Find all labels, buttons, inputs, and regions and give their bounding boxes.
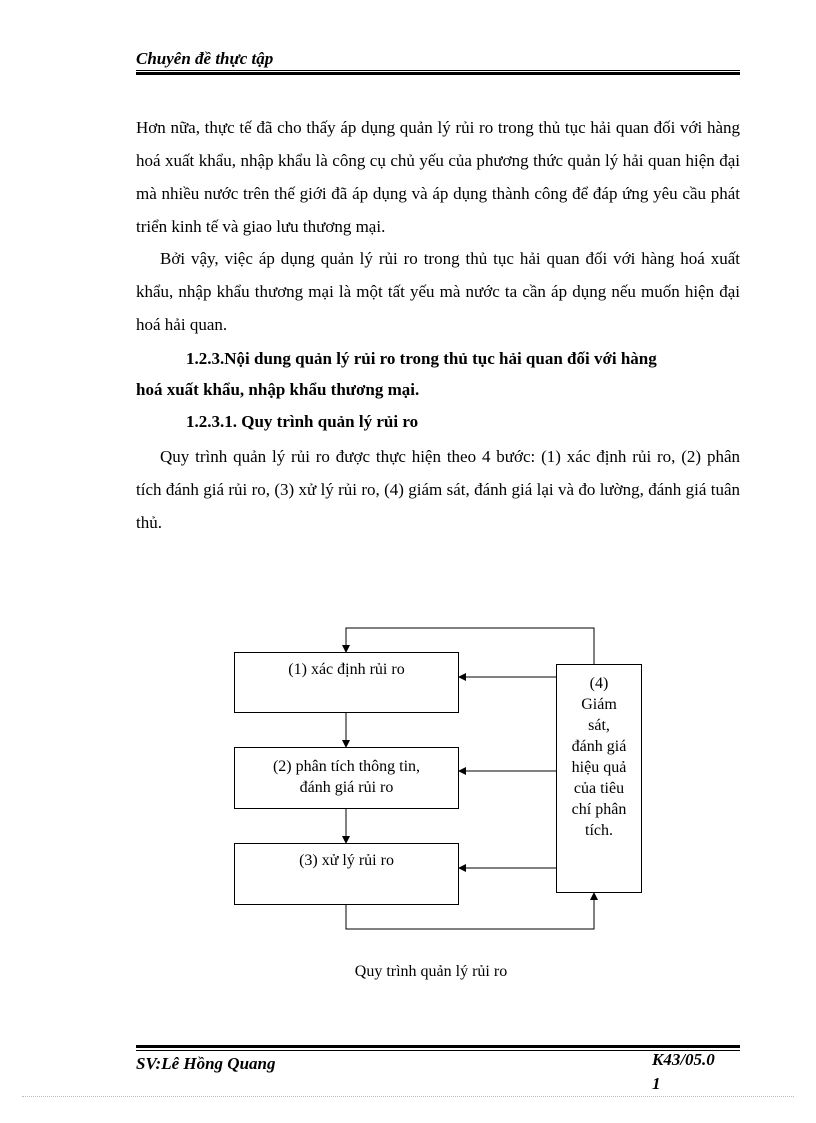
section-heading-1-2-3: 1.2.3.Nội dung quản lý rủi ro trong thủ tục hải quan đối với hàng xyxy=(186,349,657,368)
step2-label-line2: đánh giá rủi ro xyxy=(299,779,394,796)
step4-line: tích. xyxy=(585,822,613,839)
footer-rule-thin xyxy=(136,1050,740,1051)
footer-class-code xyxy=(652,1048,742,1096)
step1-box xyxy=(234,652,459,713)
step4-line: hiệu quả xyxy=(571,759,627,776)
step4-box xyxy=(556,664,642,893)
step4-line: của tiêu xyxy=(573,780,625,797)
diagram-caption xyxy=(46,963,816,981)
footer-class-line2: 1 xyxy=(652,1074,661,1093)
footer-rule-thick xyxy=(136,1045,740,1048)
section-heading-1-2-3-cont: hoá xuất khẩu, nhập khẩu thương mại. xyxy=(136,380,420,399)
footer-class-line1: K43/05.0 xyxy=(652,1050,715,1069)
page-bottom-dotted-line xyxy=(22,1096,794,1097)
step4-line: chí phân xyxy=(571,801,627,818)
step4-line: sát, xyxy=(588,717,610,734)
diagram-caption-text: Quy trình quản lý rủi ro xyxy=(354,963,508,980)
page-header-title: Chuyên đề thực tập xyxy=(136,49,274,68)
footer-student-name: SV:Lê Hồng Quang xyxy=(136,1054,276,1073)
step2-label-line1: (2) phân tích thông tin, xyxy=(272,758,421,775)
paragraph-3: Quy trình quản lý rủi ro được thực hiện theo 4 bước: (1) xác định rủi ro, (2) phân tích đánh giá rủi ro, (3) xử lý rủi ro, (4) giám sát, đánh giá lại và đo lường, đánh giá tuân thủ. xyxy=(136,447,740,532)
step2-box xyxy=(234,747,459,809)
section-heading-1-2-3-1: 1.2.3.1. Quy trình quản lý rủi ro xyxy=(186,412,419,431)
step4-line: Giám xyxy=(581,696,617,713)
step3-label: (3) xử lý rủi ro xyxy=(299,852,394,869)
paragraph-2: Bởi vậy, việc áp dụng quản lý rủi ro trong thủ tục hải quan đối với hàng hoá xuất khẩu, nhập khẩu thương mại là một tất yếu mà nước ta cần áp dụng nếu muốn hiện đại hoá hải quan. xyxy=(136,249,740,334)
step4-line: đánh giá xyxy=(571,738,627,755)
step4-line: (4) xyxy=(589,675,609,692)
step3-box xyxy=(234,843,459,905)
step1-label: (1) xác định rủi ro xyxy=(288,661,405,678)
paragraph-1: Hơn nữa, thực tế đã cho thấy áp dụng quản lý rủi ro trong thủ tục hải quan đối với hàng hoá xuất khẩu, nhập khẩu là công cụ chủ yếu của phương thức quản lý hải quan hiện đại mà nhiều nước trên thế giới đã áp dụng và áp dụng thành công để đáp ứng yêu cầu phát triển kinh tế và giao lưu thương mại. xyxy=(136,118,740,236)
